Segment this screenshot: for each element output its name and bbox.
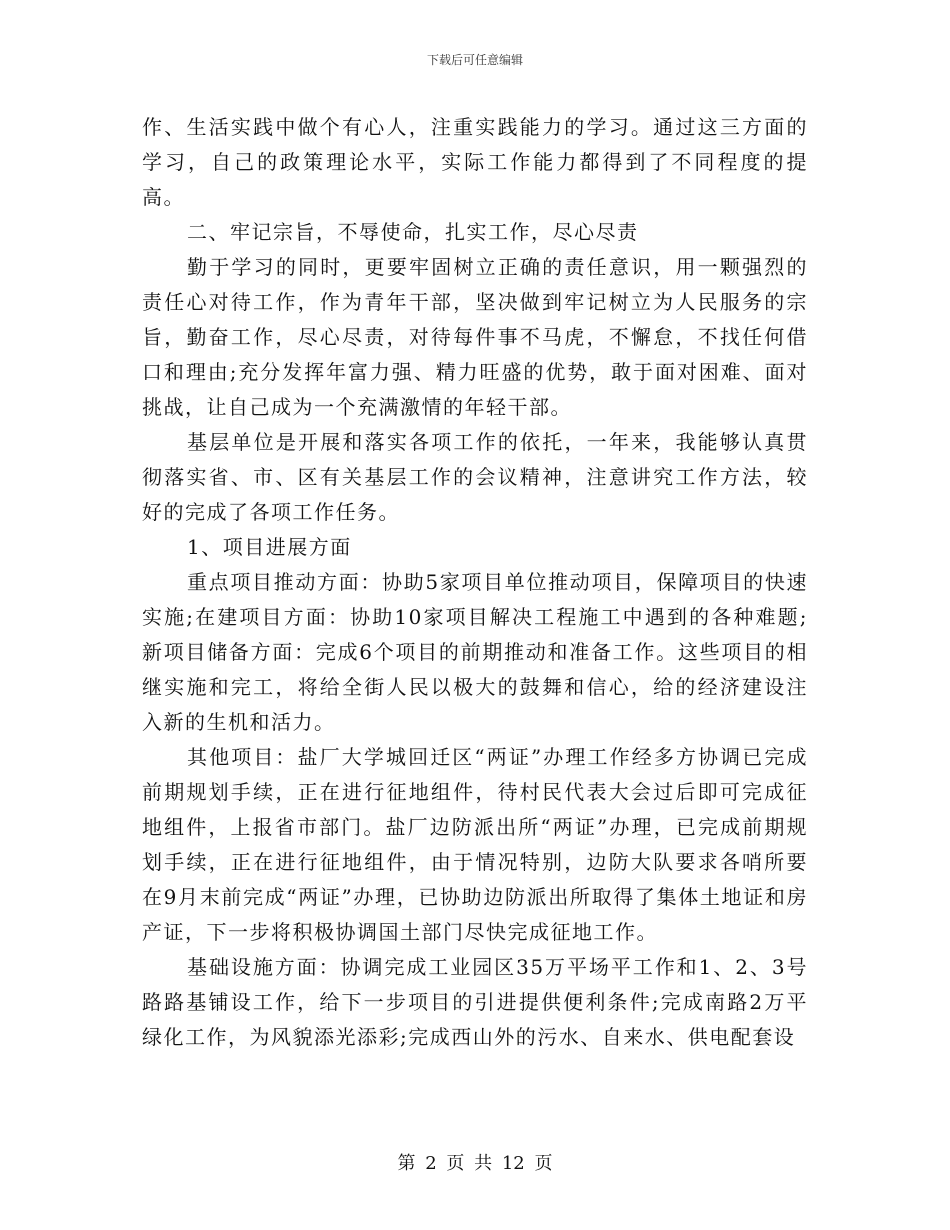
document-body: [142, 110, 808, 1055]
paragraph: 基层单位是开展和落实各项工作的依托，一年来，我能够认真贯彻落实省、市、区有关基层工作的会议精神，注意讲究工作方法，较好的完成了各项工作任务。: [142, 430, 808, 524]
paragraph: 重点项目推动方面：协助5家项目单位推动项目，保障项目的快速实施;在建项目方面：协助10家项目解决工程施工中遇到的各种难题;新项目储备方面：完成6个项目的前期推动和准备工作。这些项目的相继实施和完工，将给全街人民以极大的鼓舞和信心，给的经济建设注入新的生机和活力。: [142, 570, 808, 734]
paragraph: 基础设施方面：协调完成工业园区35万平场平工作和1、2、3号路路基铺设工作，给下一步项目的引进提供便利条件;完成南路2万平绿化工作，为风貌添光添彩;完成西山外的污水、自来水、供电配套设: [142, 955, 808, 1049]
subsection-heading: 1、项目进展方面: [187, 535, 352, 559]
page-number-footer: 第 2 页 共 12 页: [397, 1153, 553, 1174]
page-header: 下载后可任意编辑: [426, 53, 523, 67]
paragraph-continuation: 作、生活实践中做个有心人，注重实践能力的学习。通过这三方面的学习，自己的政策理论水平，实际工作能力都得到了不同程度的提高。: [142, 115, 808, 209]
section-heading: 二、牢记宗旨，不辱使命，扎实工作，尽心尽责: [187, 220, 639, 244]
paragraph: 勤于学习的同时，更要牢固树立正确的责任意识，用一颗强烈的责任心对待工作，作为青年干部，坚决做到牢记树立为人民服务的宗旨，勤奋工作，尽心尽责，对待每件事不马虎，不懈怠，不找任何借口和理由;充分发挥年富力强、精力旺盛的优势，敢于面对困难、面对挑战，让自己成为一个充满激情的年轻干部。: [142, 255, 808, 419]
paragraph: 其他项目：盐厂大学城回迁区“两证”办理工作经多方协调已完成前期规划手续，正在进行征地组件，待村民代表大会过后即可完成征地组件，上报省市部门。盐厂边防派出所“两证”办理，已完成前期规划手续，正在进行征地组件，由于情况特别，边防大队要求各哨所要在9月末前完成“两证”办理，已协助边防派出所取得了集体土地证和房产证，下一步将积极协调国土部门尽快完成征地工作。: [142, 745, 808, 944]
